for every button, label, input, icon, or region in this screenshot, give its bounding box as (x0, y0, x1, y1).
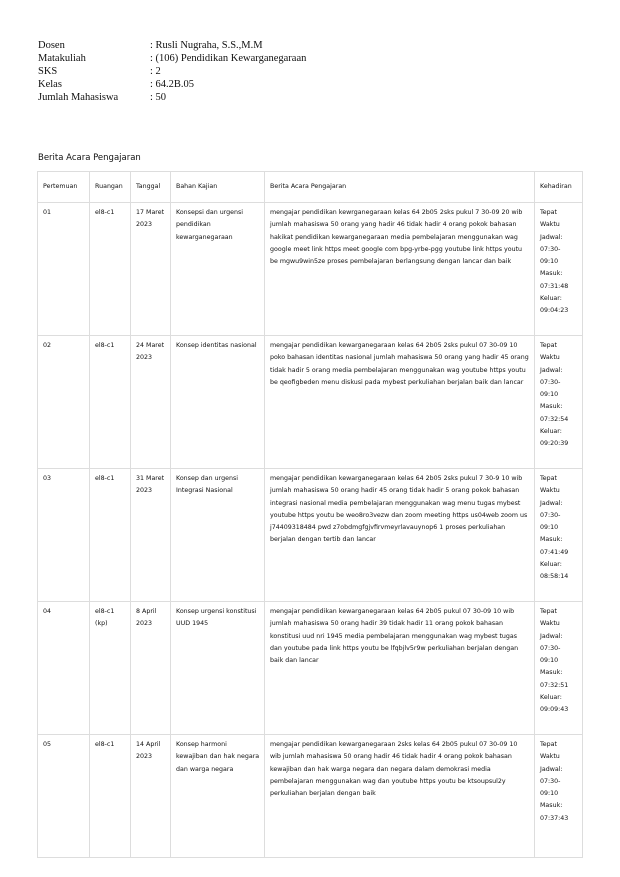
cell-tanggal: 8 April 2023 (131, 602, 171, 735)
info-row-kelas (38, 78, 306, 91)
info-label: SKS (38, 66, 58, 77)
cell-kehadiran: Tepat Waktu Jadwal: 07:30-09:10 Masuk: 07:32:54 Keluar: 09:20:39 (535, 336, 583, 469)
table-header-row (38, 172, 583, 203)
cell-tanggal: 17 Maret 2023 (131, 203, 171, 336)
info-value: : 2 (150, 66, 161, 77)
cell-bahan-kajian: Konsep harmoni kewajiban dan hak negara dan warga negara (171, 735, 265, 858)
table-row (38, 203, 583, 336)
cell-ruangan: el8-c1 (90, 203, 131, 336)
info-value: : 50 (150, 92, 167, 103)
info-value: : 64.2B.05 (150, 79, 195, 90)
table-row (38, 469, 583, 602)
info-row-matakuliah (38, 52, 306, 65)
cell-ruangan: el8-c1 (90, 469, 131, 602)
info-row-sks (38, 65, 306, 78)
header-ruangan: Ruangan (90, 172, 131, 203)
header-tanggal: Tanggal (131, 172, 171, 203)
info-label: Jumlah Mahasiswa (38, 92, 119, 103)
cell-kehadiran: Tepat Waktu Jadwal: 07:30-09:10 Masuk: 07:41:49 Keluar: 08:58:14 (535, 469, 583, 602)
info-label: Matakuliah (38, 53, 86, 64)
cell-tanggal: 31 Maret 2023 (131, 469, 171, 602)
cell-bahan-kajian: Konsep urgensi konstitusi UUD 1945 (171, 602, 265, 735)
cell-berita-acara: mengajar pendidikan kewarganegaraan kelas 64 2b05 pukul 07 30-09 10 wib jumlah mahasiswa 50 orang hadir 39 tidak hadir 11 orang pokok bahasan konstitusi uud nri 1945 media pembelajaran menggunakan wag mybest tugas dan youtube pada link https youtu be lfqbjlv5r9w perkuliahan berjalan dengan baik dan lancar (265, 602, 535, 735)
info-value: : Rusli Nugraha, S.S.,M.M (150, 40, 263, 51)
cell-berita-acara: mengajar pendidikan kewarganegaraan 2sks kelas 64 2b05 pukul 07 30-09 10 wib jumlah mahasiswa 50 orang hadir 46 tidak hadir 4 orang pokok bahasan kewajiban dan hak warga negara dan negara dalam demokrasi media pembelajaran menggunakan wag dan youtube https youtu be ktsoupsul2y perkuliahan berjalan dengan baik (265, 735, 535, 858)
cell-pertemuan: 05 (38, 735, 90, 858)
cell-pertemuan: 01 (38, 203, 90, 336)
cell-kehadiran: Tepat Waktu Jadwal: 07:30-09:10 Masuk: 07:31:48 Keluar: 09:04:23 (535, 203, 583, 336)
cell-pertemuan: 04 (38, 602, 90, 735)
header-bahan-kajian: Bahan Kajian (171, 172, 265, 203)
cell-kehadiran: Tepat Waktu Jadwal: 07:30-09:10 Masuk: 07:32:51 Keluar: 09:09:43 (535, 602, 583, 735)
info-value: : (106) Pendidikan Kewarganegaraan (150, 53, 307, 64)
info-row-jumlah-mahasiswa (38, 91, 306, 104)
cell-bahan-kajian: Konsepsi dan urgensi pendidikan kewarganegaraan (171, 203, 265, 336)
header-kehadiran: Kehadiran (535, 172, 583, 203)
cell-kehadiran: Tepat Waktu Jadwal: 07:30-09:10 Masuk: 07:37:43 (535, 735, 583, 858)
header-berita-acara: Berita Acara Pengajaran (265, 172, 535, 203)
table-row (38, 735, 583, 858)
cell-pertemuan: 03 (38, 469, 90, 602)
cell-berita-acara: mengajar pendidikan kewarganegaraan kelas 64 2b05 2sks pukul 07 30-09 10 poko bahasan identitas nasional jumlah mahasiswa 50 orang yang hadir 45 orang tidak hadir 5 orang media pembelajaran menggunakan wag youtube https youtu be qeofigbeden menu diskusi pada mybest perkuliahan berjalan baik dan lancar (265, 336, 535, 469)
cell-ruangan: el8-c1 (90, 336, 131, 469)
cell-bahan-kajian: Konsep dan urgensi Integrasi Nasional (171, 469, 265, 602)
table-row (38, 602, 583, 735)
berita-acara-table (37, 171, 583, 858)
cell-tanggal: 14 April 2023 (131, 735, 171, 858)
info-row-dosen (38, 39, 306, 52)
cell-bahan-kajian: Konsep identitas nasional (171, 336, 265, 469)
cell-tanggal: 24 Maret 2023 (131, 336, 171, 469)
table-row (38, 336, 583, 469)
cell-berita-acara: mengajar pendidikan kewarganegaraan kelas 64 2b05 2sks pukul 7 30-9 10 wib jumlah mahasiswa 50 orang hadir 45 orang tidak hadir 5 orang pokok bahasan integrasi nasional media pembelajaran menggunakan wag menu tugas mybest youtube https youtu be weo8ro3vezw dan zoom meeting https us04web zoom us j74409318484 pwd z7obdmgfgjvfirvmeyrlavauynop6 1 proses perkuliahan berjalan dengan tertib dan lancar (265, 469, 535, 602)
course-info-table (38, 39, 306, 104)
info-label: Dosen (38, 40, 65, 51)
cell-berita-acara: mengajar pendidikan kewrganegaraan kelas 64 2b05 2sks pukul 7 30-09 20 wib jumlah mahasiswa 50 orang yang hadir 46 tidak hadir 4 orang pokok bahasan hakikat pendidikan kewarganegaraan media pembelajaran menggunakan wag google meet link https meet google com bpg-yrbe-pgg youtube link https youtu be mgwu9win5ze proses pembelajaran berlangsung dengan lancar dan baik (265, 203, 535, 336)
cell-ruangan: el8-c1 (kp) (90, 602, 131, 735)
header-pertemuan: Pertemuan (38, 172, 90, 203)
cell-pertemuan: 02 (38, 336, 90, 469)
section-title: Berita Acara Pengajaran (38, 153, 141, 163)
cell-ruangan: el8-c1 (90, 735, 131, 858)
info-label: Kelas (38, 79, 62, 90)
